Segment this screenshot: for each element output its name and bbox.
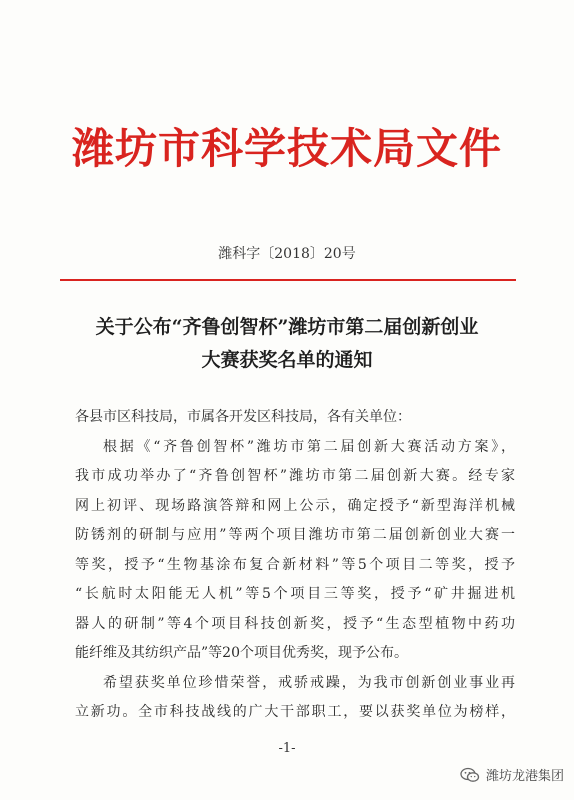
watermark [460,765,564,784]
body-line: 立新功。全市科技战线的广大干部职工，要以获奖单位为榜样， [75,704,515,720]
wechat-icon [460,767,480,783]
body-line: 我市成功举办了“齐鲁创智杯”潍坊市第二届创新大赛。经专家 [75,468,515,484]
notice-title [50,311,524,377]
agency-title: 潍坊市科学技术局文件 [71,124,502,173]
body-line: 器人的研制”等4个项目科技创新奖，授予“生态型植物中药功 [75,615,515,632]
body-line: “长航时太阳能无人机”等5个项目三等奖，授予“矿井掘进机 [75,586,515,602]
document-number: 潍科字〔2018〕20号 [218,246,356,262]
notice-title-line-1: 关于公布“齐鲁创智杯”潍坊市第二届创新创业 [95,316,479,338]
body-line: 等奖，授予“生物基涂布复合新材料”等5个项目二等奖，授予 [75,556,515,573]
body-line: 根据《“齐鲁创智杯”潍坊市第二届创新大赛活动方案》， [103,438,515,455]
body-line: 防锈剂的研制与应用”等两个项目潍坊市第二届创新创业大赛一 [75,527,515,543]
salutation: 各县市区科技局，市属各开发区科技局，各有关单位： [75,409,411,425]
notice-body [75,403,515,728]
body-line: 网上初评、现场路演答辩和网上公示，确定授予“新型海洋机械 [75,497,515,514]
body-line: 能纤维及其纺织产品”等20个项目优秀奖，现予公布。 [75,645,408,661]
notice-title-line-2: 大赛获奖名单的通知 [201,349,373,371]
red-divider-line [60,279,516,281]
body-line: 希望获奖单位珍惜荣誉，戒骄戒躁，为我市创新创业事业再 [103,674,515,691]
watermark-text: 潍坊龙港集团 [485,769,564,784]
page-number: -1- [278,741,296,756]
